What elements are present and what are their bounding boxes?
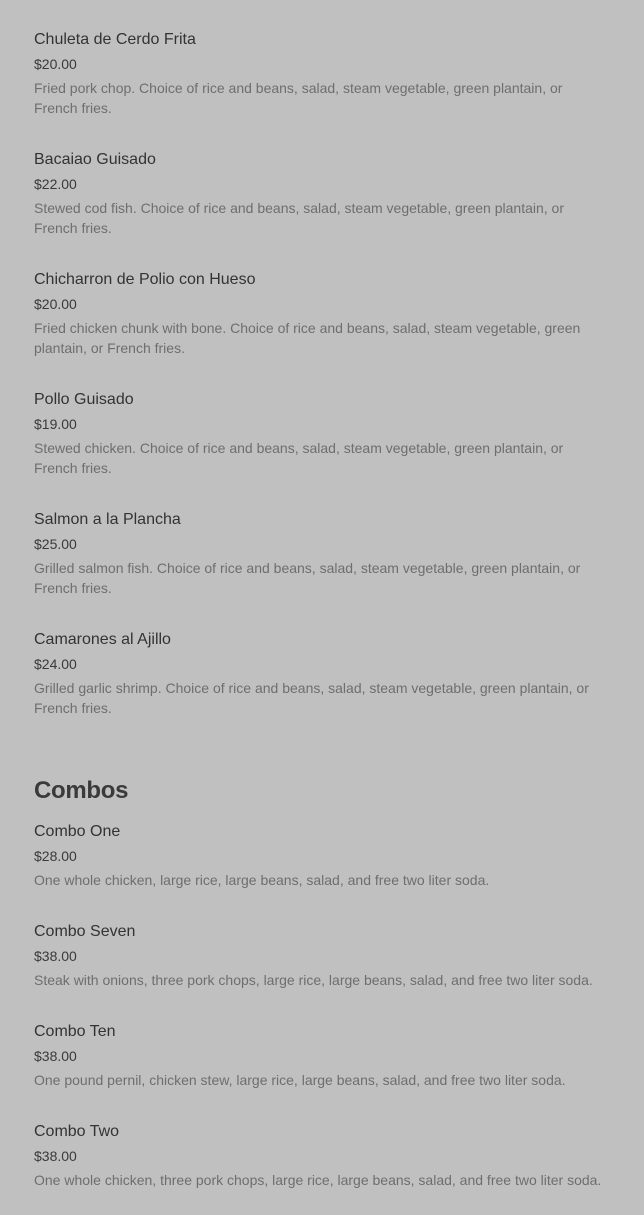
menu-item-name: Camarones al Ajillo	[34, 631, 171, 648]
menu-item-price: $20.00	[34, 56, 77, 72]
menu-item-description: Stewed chicken. Choice of rice and beans, salad, steam vegetable, green plantain, or French fries.	[34, 440, 564, 476]
menu-item-description: Fried pork chop. Choice of rice and beans, salad, steam vegetable, green plantain, or French fries.	[34, 80, 563, 116]
combo-item-name: Combo Ten	[34, 1023, 116, 1040]
combo-item-price: $38.00	[34, 948, 77, 964]
menu-item-name: Bacaiao Guisado	[34, 151, 156, 168]
combo-item-description: One whole chicken, large rice, large beans, salad, and free two liter soda.	[34, 872, 490, 888]
menu-item-description: Fried chicken chunk with bone. Choice of rice and beans, salad, steam vegetable, green plantain, or French fries.	[34, 320, 581, 356]
section-title-combos: Combos	[34, 777, 129, 804]
combo-item-description: Steak with onions, three pork chops, large rice, large beans, salad, and free two liter soda.	[34, 972, 593, 988]
menu-item-name: Salmon a la Plancha	[34, 511, 181, 528]
menu-item-description: Grilled garlic shrimp. Choice of rice and beans, salad, steam vegetable, green plantain, or French fries.	[34, 680, 589, 716]
menu-item-description: Stewed cod fish. Choice of rice and beans, salad, steam vegetable, green plantain, or French fries.	[34, 200, 564, 236]
combo-item-price: $38.00	[34, 1048, 77, 1064]
menu-item-description: Grilled salmon fish. Choice of rice and beans, salad, steam vegetable, green plantain, or French fries.	[34, 560, 581, 596]
menu-item-price: $22.00	[34, 176, 77, 192]
menu-item-price: $19.00	[34, 416, 77, 432]
combo-item-description: One whole chicken, three pork chops, large rice, large beans, salad, and free two liter soda.	[34, 1172, 602, 1188]
menu-item-price: $24.00	[34, 656, 77, 672]
combo-item-name: Combo One	[34, 823, 121, 840]
combo-item-price: $38.00	[34, 1148, 77, 1164]
menu-item-name: Chuleta de Cerdo Frita	[34, 31, 196, 48]
menu-item-name: Chicharron de Polio con Hueso	[34, 271, 256, 288]
combo-item-description: One pound pernil, chicken stew, large rice, large beans, salad, and free two liter soda.	[34, 1072, 566, 1088]
menu-item-price: $25.00	[34, 536, 77, 552]
menu-item-name: Pollo Guisado	[34, 391, 134, 408]
menu-item-price: $20.00	[34, 296, 77, 312]
combo-item-name: Combo Two	[34, 1123, 120, 1140]
combo-item-price: $28.00	[34, 848, 77, 864]
combo-item-name: Combo Seven	[34, 923, 136, 940]
